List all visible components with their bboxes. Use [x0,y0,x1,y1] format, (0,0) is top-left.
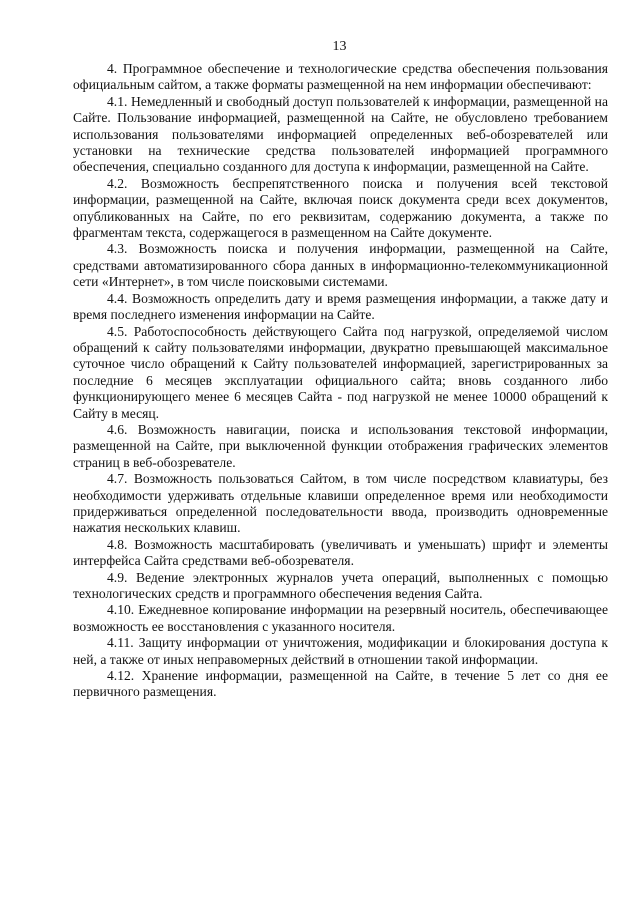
paragraph-4-1: 4.1. Немедленный и свободный доступ пользователей к информации, размещенной на Сайте. Пользование информацией, размещенной на Сайте, не обусловлено требованием использования пользователями информацией определенных веб-обозревателей или установки на технические средства пользователей информацией программного обеспечения, специально созданного для доступа к информации, размещенной на Сайте. [73,93,608,175]
paragraph-intro: 4. Программное обеспечение и технологические средства обеспечения пользования официальным сайтом, а также форматы размещенной на нем информации обеспечивают: [73,61,608,93]
paragraph-4-9: 4.9. Ведение электронных журналов учета операций, выполненных с помощью технологических средств и программного обеспечения ведения Сайта. [73,569,608,601]
paragraph-4-6: 4.6. Возможность навигации, поиска и использования текстовой информации, размещенной на Сайте, при выключенной функции отображения графических элементов страниц в веб-обозревателе. [73,421,608,470]
paragraph-4-4: 4.4. Возможность определить дату и время размещения информации, а также дату и время последнего изменения информации на Сайте. [73,290,608,323]
paragraph-4-12: 4.12. Хранение информации, размещенной на Сайте, в течение 5 лет со дня ее первичного размещения. [73,668,608,700]
paragraph-4-11: 4.11. Защиту информации от уничтожения, модификации и блокирования доступа к ней, а также от иных неправомерных действий в отношении такой информации. [73,635,608,667]
paragraph-4-7: 4.7. Возможность пользоваться Сайтом, в том числе посредством клавиатуры, без необходимости удерживать отдельные клавиши определенное время или необходимости придерживаться определенной последовательности ввода, производить одновременные нажатия нескольких клавиш. [73,471,608,536]
paragraph-4-8: 4.8. Возможность масштабировать (увеличивать и уменьшать) шрифт и элементы интерфейса Сайта средствами веб-обозревателя. [73,536,608,569]
paragraph-4-5: 4.5. Работоспособность действующего Сайта под нагрузкой, определяемой числом обращений к сайту пользователями информации, двукратно превышающей максимальное суточное число обращений к Сайту пользователей информацией, зарегистрированных за последние 6 месяцев эксплуатации официального сайта; вновь созданного либо функционирующего менее 6 месяцев Сайта - под нагрузкой не менее 10000 обращений к Сайту в месяц. [73,323,608,421]
page-number: 13 [332,39,347,54]
paragraph-4-2: 4.2. Возможность беспрепятственного поиска и получения всей текстовой информации, размещенной на Сайте, включая поиск документа среди всех документов, опубликованных на Сайте, по его реквизитам, содержанию документа, а также по фрагментам текста, содержащегося в размещенном на Сайте документе. [73,175,608,241]
paragraph-4-10: 4.10. Ежедневное копирование информации на резервный носитель, обеспечивающее возможность ее восстановления с указанного носителя. [73,602,608,634]
paragraph-4-3: 4.3. Возможность поиска и получения информации, размещенной на Сайте, средствами автоматизированного сбора данных в информационно-телекоммуникационной сети «Интернет», в том числе поисковыми системами. [73,241,608,290]
